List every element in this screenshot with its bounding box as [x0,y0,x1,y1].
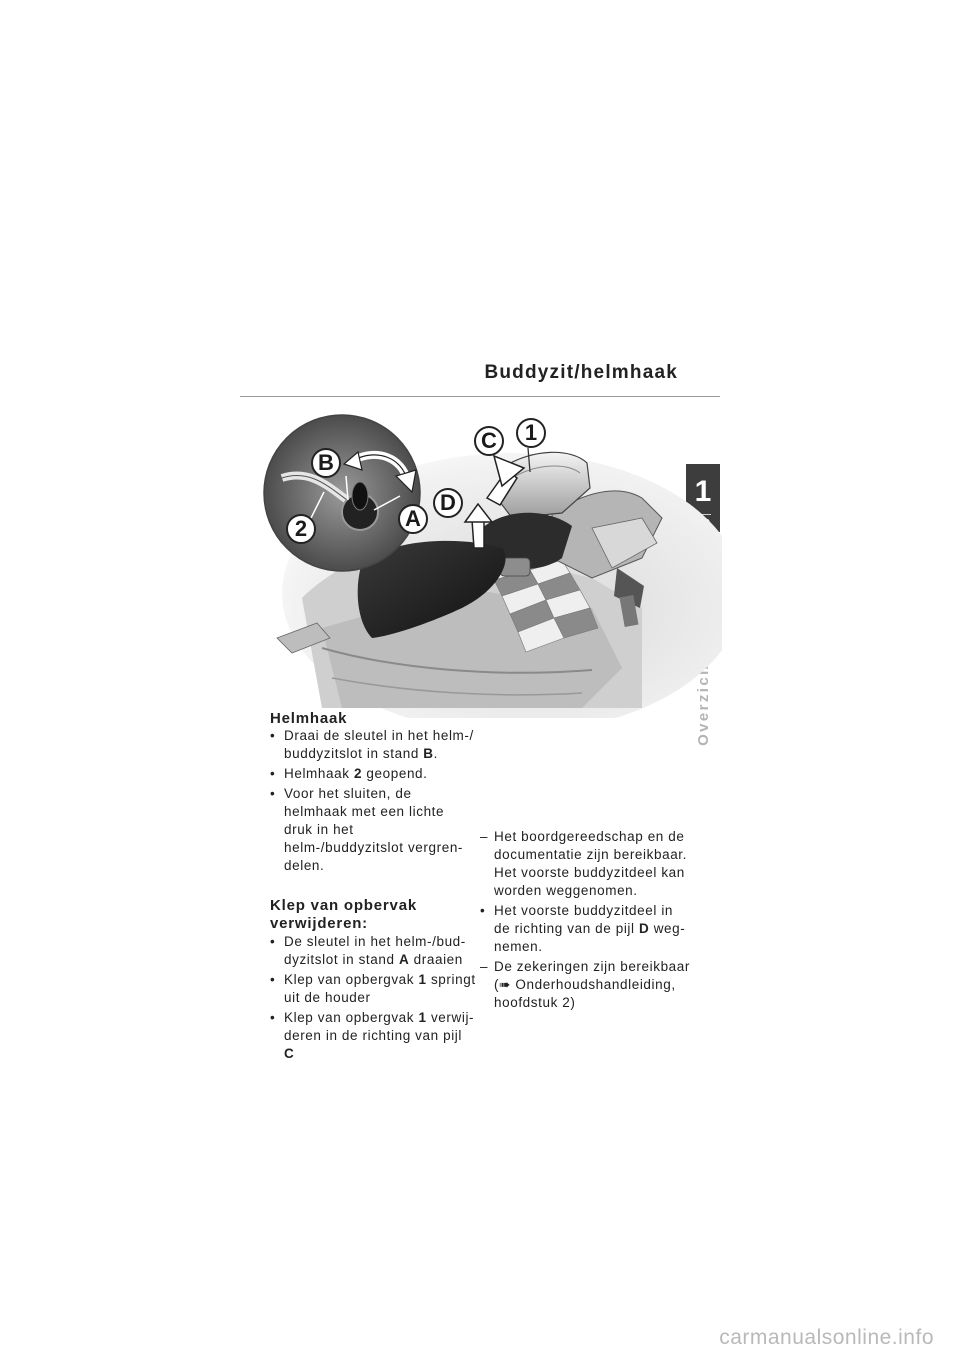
right-column [480,828,690,1014]
figure-label-c: C [474,426,504,456]
figure-label-1: 1 [516,418,546,448]
klep-heading: Klep van opbervak verwijderen: [270,897,417,932]
page-title: Buddyzit/helmhaak [484,362,678,383]
figure-label-2: 2 [286,514,316,544]
klep-list [270,933,476,1063]
helmhaak-section [270,710,476,1065]
figure-label-d: D [433,488,463,518]
helmhaak-heading: Helmhaak [270,710,348,727]
list-item: • Klep van opbergvak 1 verwij-deren in de richting van pijl C [270,1010,475,1061]
list-item: • Draai de sleutel in het helm-/ buddyzitslot in stand B. [270,728,474,761]
right-list [480,828,690,1012]
figure-label-a: A [398,504,428,534]
figure-label-b: B [311,448,341,478]
title-divider [240,396,720,397]
list-item: • Het voorste buddyzitdeel in de richting van de pijl D weg-nemen. [480,903,686,954]
list-item: – Het boordgereedschap en de documentatie zijn bereikbaar. Het voorste buddyzitdeel kan worden weggenomen. [480,829,688,898]
helmhaak-list [270,727,476,875]
list-item: • De sleutel in het helm-/bud-dyzitslot in stand A draaien [270,934,466,967]
list-item: • Klep van opbergvak 1 springt uit de houder [270,972,476,1005]
watermark: carmanualsonline.info [719,1326,934,1349]
reference-arrow-icon: ➠ [499,977,512,992]
list-item: • Voor het sluiten, de helmhaak met een lichte druk in het helm-/buddyzitslot vergren-delen. [270,786,464,873]
chapter-number: 1 [694,475,712,508]
list-item: – De zekeringen zijn bereikbaar (➠ Onderhoudshandleiding, hoofdstuk 2) [480,959,690,1010]
list-item: • Helmhaak 2 geopend. [270,766,428,781]
